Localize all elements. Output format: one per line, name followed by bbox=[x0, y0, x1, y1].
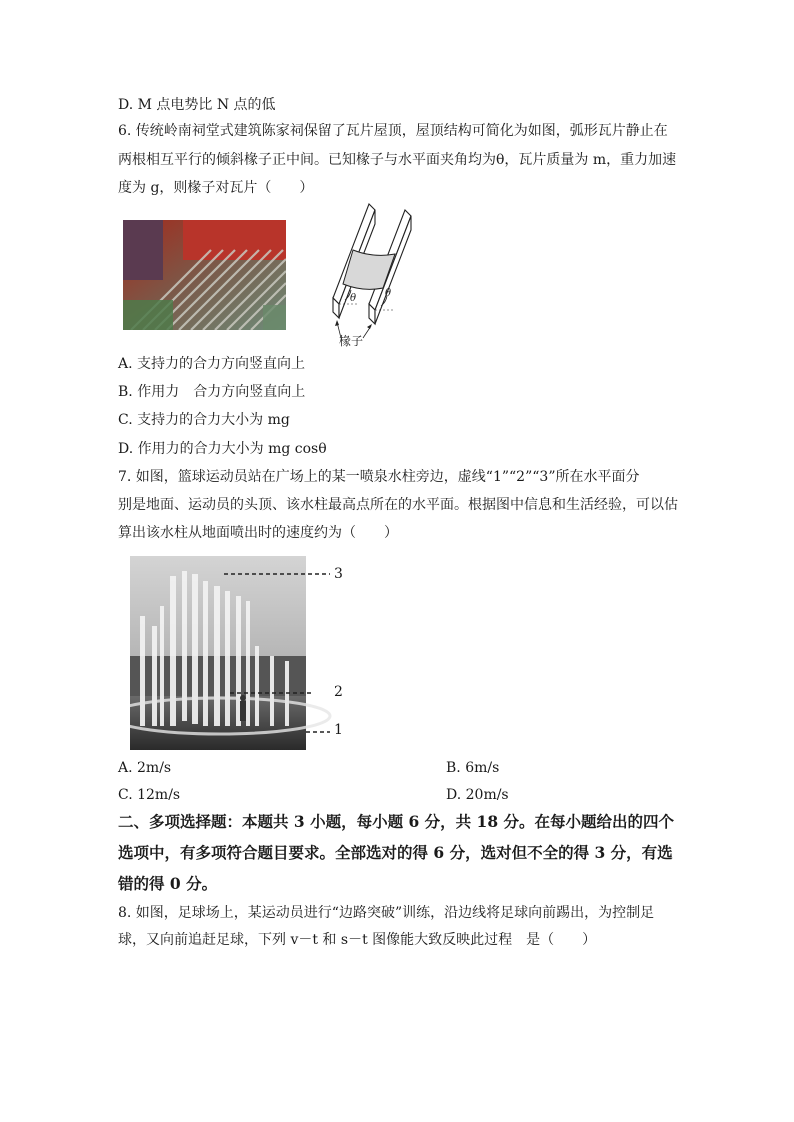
level-label-2: 2 bbox=[334, 684, 343, 700]
q7-option-a: A. 2m/s bbox=[118, 760, 172, 776]
q7-stem-line2: 别是地面、运动员的头顶、该水柱最高点所在的水平面。根据图中信息和生活经验，可以估 bbox=[118, 497, 678, 513]
q6-option-c: C. 支持力的合力大小为 mg bbox=[118, 412, 290, 428]
rafter-diagram-svg bbox=[325, 200, 430, 350]
rafter-diagram bbox=[325, 200, 430, 350]
q7-option-d: D. 20m/s bbox=[446, 787, 509, 803]
q7-option-c: C. 12m/s bbox=[118, 787, 181, 803]
section2-line3: 错的得 0 分。 bbox=[118, 874, 218, 893]
roof-photo bbox=[123, 220, 286, 330]
fountain-figure bbox=[130, 556, 360, 750]
roof-photo-image bbox=[123, 220, 286, 330]
q6-stem-line2: 两根相互平行的倾斜椽子正中间。已知椽子与水平面夹角均为θ，瓦片质量为 m，重力加速 bbox=[118, 152, 677, 168]
angle-label-left: θ bbox=[350, 293, 357, 304]
q8-stem-line2: 球，又向前追赶足球，下列 v－t 和 s－t 图像能大致反映此过程 是（ ） bbox=[118, 932, 597, 948]
q7-stem-line1: 7. 如图，篮球运动员站在广场上的某一喷泉水柱旁边，虚线“1”“2”“3”所在水平面分 bbox=[118, 469, 640, 485]
q7-option-b: B. 6m/s bbox=[446, 760, 500, 776]
fountain-photo bbox=[130, 556, 360, 750]
q7-stem-line3: 算出该水柱从地面喷出时的速度约为（ ） bbox=[118, 525, 398, 541]
q6-stem-line3: 度为 g，则椽子对瓦片（ ） bbox=[118, 180, 314, 196]
q6-option-a: A. 支持力的合力方向竖直向上 bbox=[118, 356, 306, 372]
section2-line1: 二、多项选择题：本题共 3 小题，每小题 6 分，共 18 分。在每小题给出的四个 bbox=[118, 812, 675, 831]
q6-stem-line1: 6. 传统岭南祠堂式建筑陈家祠保留了瓦片屋顶，屋顶结构可简化为如图，弧形瓦片静止在 bbox=[118, 123, 668, 139]
q8-stem-line1: 8. 如图，足球场上，某运动员进行“边路突破”训练，沿边线将足球向前踢出，为控制足 bbox=[118, 905, 655, 921]
q5-option-d: D. M 点电势比 N 点的低 bbox=[118, 97, 276, 113]
level-label-3: 3 bbox=[334, 566, 343, 582]
level-label-1: 1 bbox=[334, 722, 343, 738]
q6-option-b: B. 作用力 合力方向竖直向上 bbox=[118, 384, 306, 400]
section2-line2: 选项中，有多项符合题目要求。全部选对的得 6 分，选对但不全的得 3 分，有选 bbox=[118, 843, 673, 862]
q6-option-d: D. 作用力的合力大小为 mg cosθ bbox=[118, 441, 327, 457]
rafter-label: 椽子 bbox=[339, 334, 364, 348]
angle-label-right: θ bbox=[385, 288, 392, 299]
